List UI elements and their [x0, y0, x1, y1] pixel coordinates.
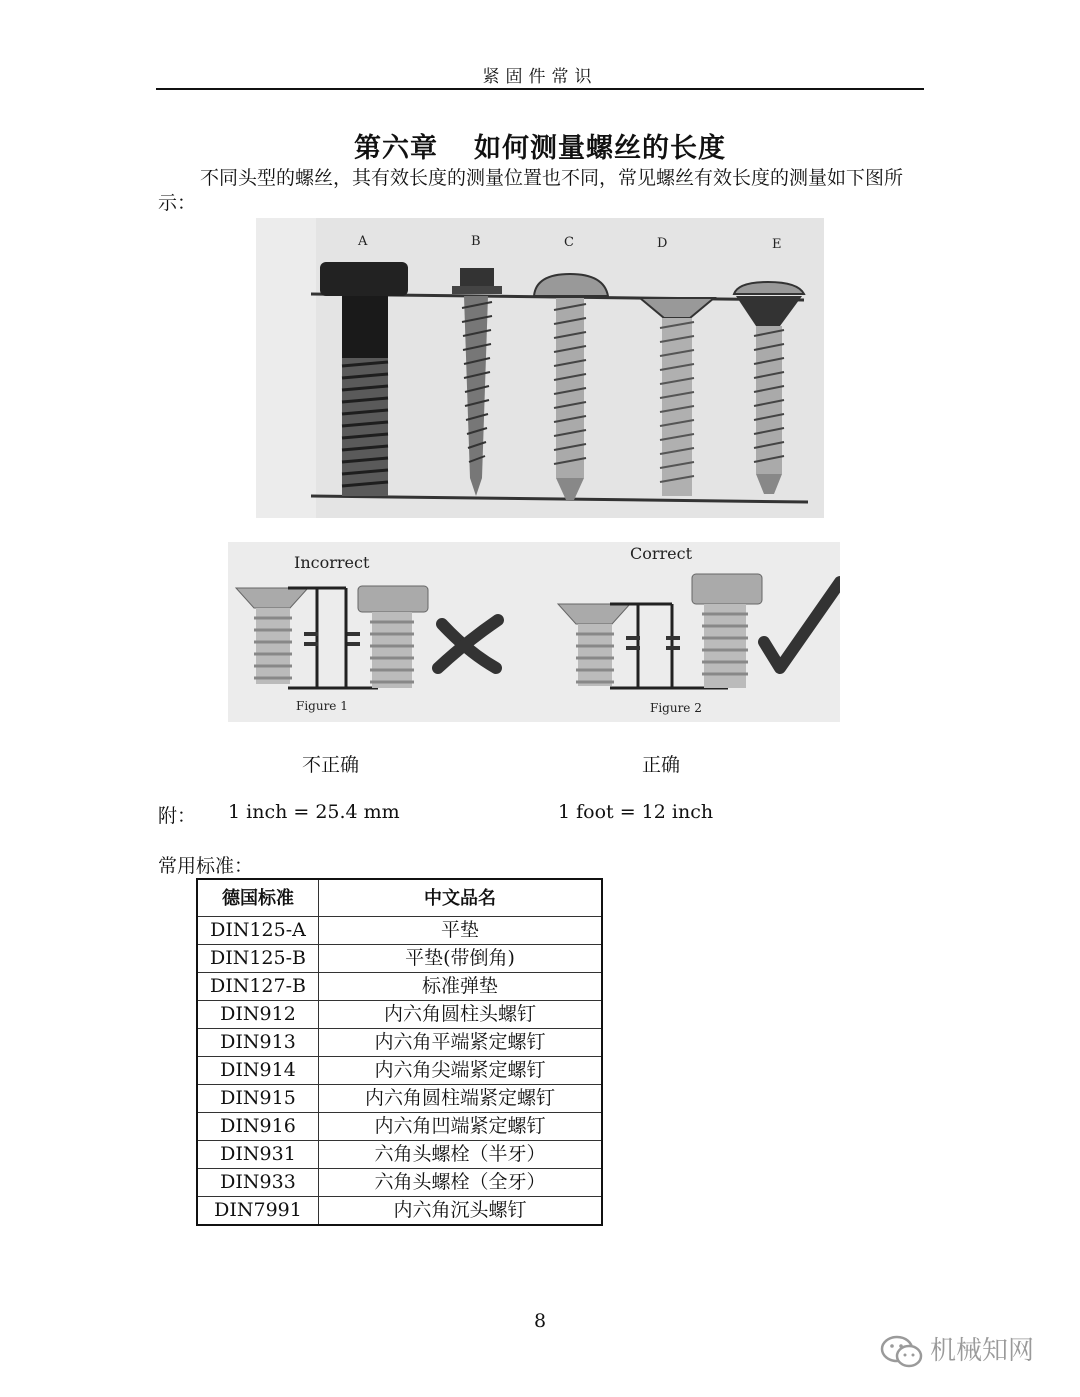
din-code: DIN933	[197, 1169, 319, 1197]
din-code: DIN913	[197, 1029, 319, 1057]
screw-label-d: D	[657, 236, 668, 251]
chapter-number: 第六章	[354, 133, 438, 164]
measurement-comparison-figure	[228, 542, 840, 722]
standards-table	[196, 878, 603, 1226]
caption-incorrect: 不正确	[302, 754, 360, 776]
caption-correct: 正确	[642, 754, 681, 776]
product-name: 内六角圆柱头螺钉	[319, 1001, 603, 1029]
screw-label-a: A	[358, 234, 368, 249]
screw-label-e: E	[772, 237, 782, 252]
din-code: DIN127-B	[197, 973, 319, 1001]
watermark	[880, 1330, 1034, 1369]
table-row	[197, 1057, 602, 1085]
table-row	[197, 1029, 602, 1057]
din-code: DIN125-B	[197, 945, 319, 973]
screw-length-figure	[256, 218, 824, 518]
chapter-heading: 如何测量螺丝的长度	[474, 133, 726, 164]
note-foot-conversion: 1 foot = 12 inch	[558, 801, 714, 823]
table-header-row	[197, 879, 602, 917]
din-code: DIN7991	[197, 1197, 319, 1226]
header-rule	[156, 88, 924, 90]
product-name: 平垫	[319, 917, 603, 945]
din-code: DIN915	[197, 1085, 319, 1113]
header-din-standard: 德国标准	[197, 879, 319, 917]
product-name: 标准弹垫	[319, 973, 603, 1001]
screw-label-c: C	[564, 235, 574, 250]
din-code: DIN916	[197, 1113, 319, 1141]
product-name: 六角头螺栓（全牙）	[319, 1169, 603, 1197]
table-row	[197, 1169, 602, 1197]
product-name: 内六角圆柱端紧定螺钉	[319, 1085, 603, 1113]
product-name: 内六角沉头螺钉	[319, 1197, 603, 1226]
incorrect-title: Incorrect	[294, 553, 370, 572]
product-name: 六角头螺栓（半牙）	[319, 1141, 603, 1169]
table-row	[197, 1197, 602, 1226]
correct-title: Correct	[630, 544, 693, 563]
running-header: 紧固件常识	[482, 67, 598, 87]
header-chinese-name: 中文品名	[319, 879, 603, 917]
din-code: DIN931	[197, 1141, 319, 1169]
table-row	[197, 1001, 602, 1029]
din-code: DIN914	[197, 1057, 319, 1085]
table-row	[197, 917, 602, 945]
page-number: 8	[533, 1310, 547, 1332]
table-row	[197, 1141, 602, 1169]
figure-2-label: Figure 2	[650, 701, 702, 715]
watermark-text: 机械知网	[930, 1336, 1035, 1366]
table-row	[197, 1085, 602, 1113]
screw-label-b: B	[471, 234, 481, 249]
wechat-icon	[880, 1335, 924, 1369]
note-label: 附：	[158, 805, 197, 827]
note-inch-conversion: 1 inch = 25.4 mm	[228, 801, 400, 823]
standards-label: 常用标准：	[158, 855, 254, 877]
product-name: 平垫(带倒角)	[319, 945, 603, 973]
product-name: 内六角凹端紧定螺钉	[319, 1113, 603, 1141]
product-name: 内六角尖端紧定螺钉	[319, 1057, 603, 1085]
chapter-title	[0, 126, 1080, 165]
din-code: DIN912	[197, 1001, 319, 1029]
intro-paragraph: 不同头型的螺丝，其有效长度的测量位置也不同，常见螺丝有效长度的测量如下图所示：	[158, 167, 904, 214]
table-row	[197, 1113, 602, 1141]
product-name: 内六角平端紧定螺钉	[319, 1029, 603, 1057]
figure-1-label: Figure 1	[296, 699, 348, 713]
din-code: DIN125-A	[197, 917, 319, 945]
table-row	[197, 973, 602, 1001]
table-row	[197, 945, 602, 973]
